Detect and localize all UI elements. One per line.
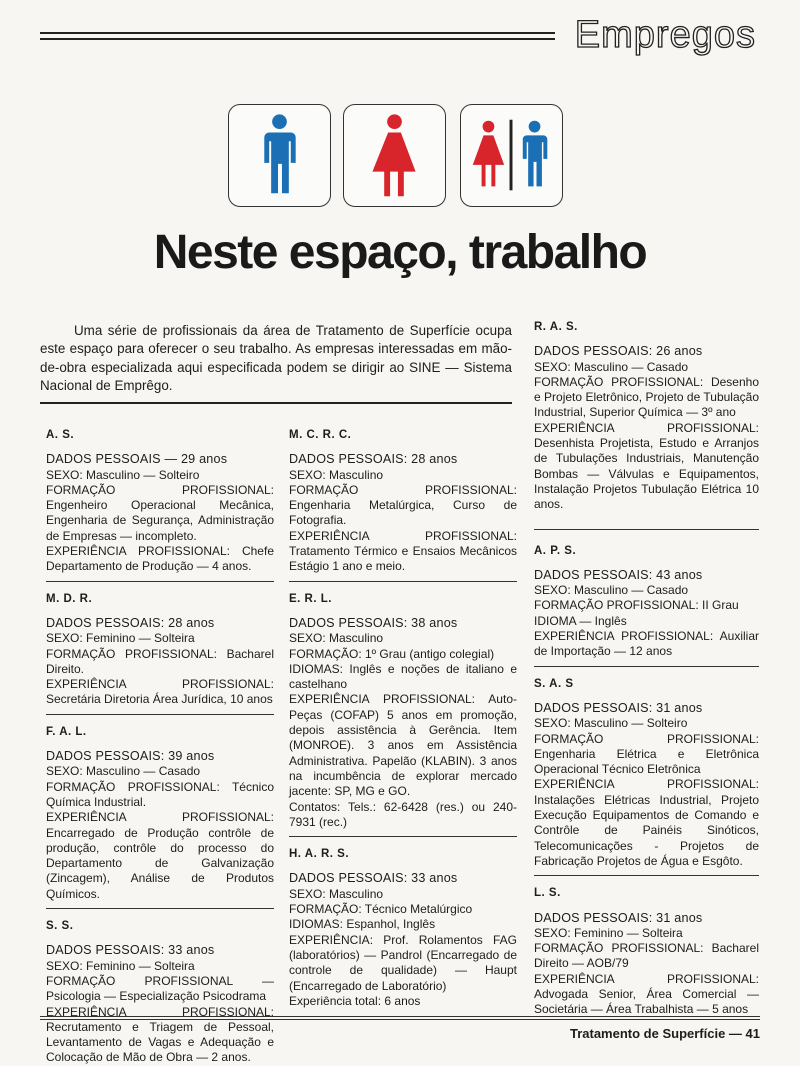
listing-code: E. R. L. [289,592,332,605]
listing-training: FORMAÇÃO PROFISSIONAL: Bacharel Direito — AOB/79 [534,941,759,971]
column-2 [289,428,517,1009]
listing-languages: IDIOMAS: Espanhol, Inglês [289,917,436,932]
intro-paragraph: Uma série de profissionais da área de Tratamento de Superfície ocupa este espaço para oferecer o seu trabalho. As empresas interessadas em mão-de-obra especializada aqui especificada podem se dirigir ao SINE — Sistema Nacional de Emprêgo. [40,323,512,393]
listing-personal: DADOS PESSOAIS: 33 anos [289,871,458,886]
listing-code: S. S. [46,920,74,933]
column-3 [534,320,759,1018]
listing-training: FORMAÇÃO PROFISSIONAL: Engenheiro Operacional Mecânica, Engenharia de Segurança, Administração de Empresas — incompleto. [46,482,274,543]
listing-code: A. P. S. [534,544,577,557]
listing-personal: DADOS PESSOAIS: 31 anos [534,700,703,715]
listing-experience: EXPERIÊNCIA PROFISSIONAL: Tratamento Térmico e Ensaios Mecânicos Estágio 1 ano e meio. [289,528,517,574]
listing-total-experience: Experiência total: 6 anos [289,993,421,1008]
listing-experience: EXPERIÊNCIA PROFISSIONAL: Secretária Diretoria Área Jurídica, 10 anos [46,677,274,707]
listing-code: L. S. [534,887,561,900]
listing-mdr [46,592,274,708]
listing-experience: EXPERIÊNCIA PROFISSIONAL: Advogada Senior, Área Comercial — Societária — Área Trabalhista — 5 anos [534,971,759,1017]
listing-personal: DADOS PESSOAIS — 29 anos [46,452,228,467]
listing-sex: SEXO: Feminino — Solteira [46,958,195,973]
footer-rule [40,1016,760,1020]
listing-experience: EXPERIÊNCIA PROFISSIONAL: Chefe Departamento de Produção — 4 anos. [46,544,274,574]
listing-training: FORMAÇÃO PROFISSIONAL: Engenharia Elétrica e Eletrônica Operacional Técnico Eletrônica [534,731,759,777]
listing-experience: EXPERIÊNCIA PROFISSIONAL: Auxiliar de Importação — 12 anos [534,629,759,659]
listing-languages: IDIOMA — Inglês [534,613,627,628]
listing-as [46,428,274,575]
listing-erl [289,592,517,830]
listing-code: R. A. S. [534,321,578,333]
listing-separator [46,581,274,582]
listing-training: FORMAÇÃO PROFISSIONAL: Bacharel Direito. [46,646,274,676]
listing-training: FORMAÇÃO: 1º Grau (antigo colegial) [289,646,495,661]
intro-rule [40,402,512,404]
listing-personal: DADOS PESSOAIS: 28 anos [46,615,215,630]
listing-fal [46,725,274,902]
listing-code: M. C. R. C. [289,429,352,441]
listing-sex: SEXO: Masculino — Casado [46,764,201,779]
listing-training: FORMAÇÃO PROFISSIONAL: Desenho e Projeto Eletrônico, Projeto de Tubulação Industrial, Superior Química — 3º ano [534,374,759,420]
listing-sex: SEXO: Masculino [289,467,384,482]
listing-personal: DADOS PESSOAIS: 39 anos [46,749,215,764]
page-footer: Tratamento de Superfície — 41 [569,1026,760,1041]
listing-sex: SEXO: Masculino [289,886,384,901]
listing-sex: SEXO: Feminino — Solteira [534,925,683,940]
listing-languages: IDIOMAS: Inglês e noções de italiano e castelhano [289,661,517,692]
listing-experience: EXPERIÊNCIA PROFISSIONAL: Auto-Peças (COFAP) 5 anos em promoção, depois assistência à Gerência. Item (MONROE). 3 anos em Assistência Administrativa. Papelão (KLABIN). 3 anos na incumbência de explorar mercado jacente: SP, MG e GO. [289,692,517,799]
listing-code: F. A. L. [46,725,87,738]
listing-personal: DADOS PESSOAIS: 38 anos [289,615,458,630]
listing-separator [289,836,517,837]
listing-mcrc [289,428,517,575]
listing-separator [46,714,274,715]
listing-code: M. D. R. [46,592,93,605]
listing-contacts: Contatos: Tels.: 62-6428 (res.) ou 240-7931 (rec.) [289,799,517,829]
listing-training: FORMAÇÃO: Técnico Metalúrgico [289,902,473,917]
listing-sas [534,677,759,870]
listing-sex: SEXO: Masculino — Solteiro [534,716,688,731]
listing-separator [289,581,517,582]
listing-sex: SEXO: Masculino — Solteiro [46,467,200,482]
listing-code: H. A. R. S. [289,848,350,861]
listing-ls [534,886,759,1017]
listing-experience: EXPERIÊNCIA: Prof. Rolamentos FAG (laboratórios) — Pandrol (Encarregado de controle de qualidade) — Haupt (Encarregado de Laboratório) [289,932,517,993]
listing-ss [46,919,274,1066]
listing-training: FORMAÇÃO PROFISSIONAL: Engenharia Metalúrgica, Curso de Fotografia. [289,482,517,528]
restroom-icons [228,104,563,207]
listing-experience: EXPERIÊNCIA PROFISSIONAL: Encarregado de Produção contrôle de produção, contrôle do processo do Departamento de Galvanização (Zincagem), Análise de Produtos Químicos. [46,810,274,901]
listing-experience: EXPERIÊNCIA PROFISSIONAL: Instalações Elétricas Industrial, Projeto Execução Equipamentos de Comando e Contrôle de Painéis Sinóticos, Telecomunicações - Projetos de Fabricação Projetos de Água e Esgôto. [534,777,759,868]
listing-personal: DADOS PESSOAIS: 26 anos [534,344,703,359]
female-figure-icon [343,104,446,207]
section-title: Empregos [574,14,756,56]
header-rule [40,32,555,40]
listing-personal: DADOS PESSOAIS: 28 anos [289,452,458,467]
male-figure-icon [228,104,331,207]
column-1 [46,428,274,1066]
listing-training: FORMAÇÃO PROFISSIONAL: Técnico Química Industrial. [46,779,274,809]
listing-separator [534,666,759,667]
listing-sex: SEXO: Masculino — Casado [534,359,689,374]
listing-experience: EXPERIÊNCIA PROFISSIONAL: Desenhista Projetista, Estudo e Arranjos de Tubulações Industriais, Manutenção Bombas — Válvulas e Equipamentos, Instalação Projetos Tubulação Elétrica 10 anos. [534,420,759,512]
listing-training: FORMAÇÃO PROFISSIONAL: II Grau [534,598,739,613]
listing-personal: DADOS PESSOAIS: 31 anos [534,910,703,925]
listing-ras [534,320,759,513]
listing-training: FORMAÇÃO PROFISSIONAL — Psicologia — Especialização Psicodrama [46,973,274,1004]
listing-separator [46,908,274,909]
listing-personal: DADOS PESSOAIS: 43 anos [534,567,703,582]
listing-separator [534,529,759,530]
listing-experience: EXPERIÊNCIA PROFISSIONAL: Recrutamento e Triagem de Pessoal, Levantamento de Vagas e Adequação e Colocação de Mão de Obra — 2 anos. [46,1004,274,1065]
listing-sex: SEXO: Masculino — Casado [534,583,689,598]
listing-separator [534,875,759,876]
listing-aps [534,544,759,660]
listing-sex: SEXO: Masculino [289,631,384,646]
listing-sex: SEXO: Feminino — Solteira [46,631,195,646]
page-headline: Neste espaço, trabalho [153,226,647,279]
listing-hars [289,847,517,1009]
listing-code: S. A. S [534,677,574,690]
female-male-figures-icon [460,104,563,207]
listing-code: A. S. [46,429,75,441]
listing-personal: DADOS PESSOAIS: 33 anos [46,943,215,958]
